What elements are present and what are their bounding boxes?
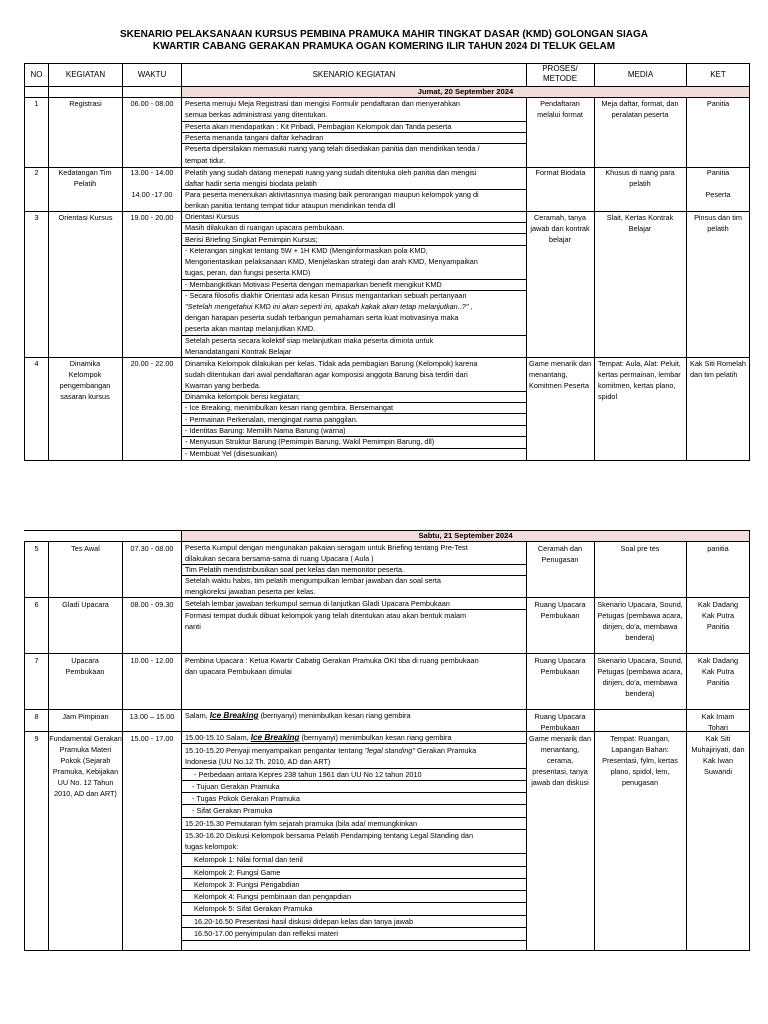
row2-scenario-2b: berikan panitia tentang tempat tidur ataupun mendirikan tenda dll [185,201,396,210]
row3-kegiatan: Orientasi Kursus [58,213,113,222]
row9-kelompok-3: Kelompok 3: Fungsi Pengabdian [194,880,300,889]
row9-scenario-8a: 15.30-16.20 Diskusi Kelompok bersama Pelatih Pendamping tentang Legal Standing dan [185,831,474,840]
row9-scenario-4: - Tujuan Gerakan Pramuka [192,782,280,791]
row9-kelompok-2: Kelompok 2: Fungsi Game [194,868,281,877]
row4-scenario-1a: Dinamika Kelompok dilakukan per kelas. Tidak ada pembagian Barung (Kelompok) karena [185,359,478,368]
header-no: NO [30,70,43,79]
row8-waktu: 13.00 – 15.00 [129,712,175,721]
row2-kegiatan: Kedatangan Tim Pelatih [58,168,112,188]
row4-scenario-1b: sudah ditentukan dari awal pendaftaran agar komposisi anggota Barung bisa terdiri dari [185,370,468,379]
row6-ket: Kak Dadang Kak Putra Panitia [697,600,739,631]
row4-scenario-1c: Kwarran yang berbeda. [185,381,261,390]
row5-scenario-3b: mengkoreksi jawaban peserta per kelas. [185,587,316,596]
row5-scenario-1a: Peserta Kumpul dengan mengunakan pakaian seragam untuk Briefing tentang Pre-Test [185,543,468,552]
row2-scenario-1a: Pelatih yang sudah datang menepati ruang yang sudah ditentuka oleh panitia dan mengisi [185,168,477,177]
day-band-jumat: Jumat, 20 September 2024 [182,87,749,97]
row4-no: 4 [34,359,39,368]
row8-no: 8 [34,712,39,721]
row1-no: 1 [34,99,39,108]
row9-scenario-1 [185,732,452,743]
header-kegiatan: KEGIATAN [65,70,106,79]
row3-ket: Pinsus dan tim pelatih [694,213,742,233]
row3-proses: Ceramah, tanya jawab dan kontrak belajar [530,213,590,244]
row5-ket: panitia [707,544,729,553]
row5-scenario-2: Tim Pelatih mendistribusikan soal per kelas dan memonitor peserta. [185,565,405,574]
row7-media: Skenario Upacara, Sound, Petugas (pembawa acara, dirijen, do'a, membawa bendera) [597,656,683,698]
row8-scenario [185,710,411,721]
row8-kegiatan: Jam Pimpinan [62,712,109,721]
document-title-line1: SKENARIO PELAKSANAAN KURSUS PEMBINA PRAMUKA MAHIR TINGKAT DASAR (KMD) GOLONGAN SIAGA [120,29,648,40]
row5-media: Soal pre tes [620,544,660,553]
row9-no: 9 [34,734,39,743]
row5-proses: Ceramah dan Penugasan [537,544,583,564]
row9-scenario-2a-pre: 15.10-15.20 Penyaji menyampaikan pengantar tentang [185,746,365,755]
row1-media: Meja daftar, format, dan peralatan peserta [601,99,679,119]
row3-scenario-6c: dengan harapan peserta sudah terbangun pemahaman serta kuat motivasinya maka [185,313,459,322]
row9-scenario-7: 15.20-15.30 Pemutaran fylm sejarah pramuka (bila ada/ memungkinkan [185,819,418,828]
row6-scenario-2b: nanti [185,622,201,631]
row4-kegiatan: Dinamika Kelompok pengembangan sasaran kursus [59,359,111,401]
row4-scenario-4: - Permainan Perkenalan, mengingat nama panggilan. [185,415,358,424]
row3-scenario-5: - Membangkitkan Motivasi Peserta dengan memaparkan benefit mengikut KMD [185,280,442,289]
row1-waktu: 06.00 - 08.00 [130,99,174,108]
row6-media: Skenario Upacara, Sound, Petugas (pembawa acara, dirijen, do'a, membawa bendera) [597,600,683,642]
row3-media: Slait, Kertas Kontrak Belajar [606,213,674,233]
row1-ket: Panitia [706,99,730,108]
row8-proses: Ruang Upacara Pembukaan [534,712,586,732]
row1-scenario-3: Peserta menanda tangani daftar kehadiran [185,133,324,142]
row3-no: 3 [34,213,39,222]
row1-scenario-2: Peserta akan mendapatkan : Kit Pribadi, Pembagian Kelompok dan Tanda peserta [185,122,452,131]
row6-no: 6 [34,600,39,609]
row9-scenario-2a-post: Gerakan Pramuka [414,746,477,755]
row8-scenario-post: (bernyanyi) menimbulkan kesan riang gembira [258,711,411,720]
row9-scenario-3: - Perbedaan antara Kepres 238 tahun 1961 dan UU No 12 tahun 2010 [194,770,422,779]
row3-scenario-3: Berisi Briefing Singkat Pemimpin Kursus; [185,235,318,244]
row9-kelompok-1: Kelompok 1: Nilai formal dan teriil [194,855,303,864]
header-ket: KET [710,70,726,79]
row7-waktu: 10.00 - 12.00 [130,656,174,665]
day-band-sabtu: Sabtu, 21 September 2024 [182,531,749,541]
row1-proses: Pendaftaran melalui format [537,99,583,119]
row9-scenario-5: - Tugas Pokok Gerakan Pramuka [192,794,300,803]
row1-scenario-4a: Peserta dipersilakan memasuki ruang yang telah disediakan panitia dan mendirikan tenda / [185,144,480,153]
row9-scenario-9: 16.20-16.50 Presentasi hasil diskusi didepan kelas dan tanya jawab [194,917,414,926]
row3-scenario-4c: tugas, peran, dan fungsi peserta KMD) [185,268,311,277]
row6-proses: Ruang Upacara Pembukaan [534,600,586,620]
row9-proses: Game menarik dan menantang, cerama, presentasi, tanya jawab dan diskusi [528,734,592,787]
header-skenario: SKENARIO KEGIATAN [312,70,396,79]
row8-ice-breaking: Ice Breaking [209,711,259,720]
row1-scenario-1b: semua berkas administrasi yang ditentukan. [185,110,328,119]
row5-scenario-1b: dilakukan secara bersama-sama di ruang Upacara ( Aula ) [185,554,374,563]
row7-scenario-1a: Pembina Upacara : Ketua Kwartir Cabatig Gerakan Pramuka OKI tiba di ruang pembukaan [185,656,479,665]
row9-ice-breaking: Ice Breaking [250,733,300,742]
row8-scenario-pre: Salam, [185,711,210,720]
row4-scenario-5: - Identitas Barung: Memilih Nama Barung (warna) [185,426,346,435]
row6-scenario-1: Setelah lembar jawaban terkumpul semua di lanjutkan Gladi Upacara Pembukaan [185,599,450,608]
row9-kegiatan: Fundamental Gerakan Pramuka Materi Pokok (Sejarah Pramuka, Kebijakan UU No. 12 Tahun 2010, AD dan ART) [49,734,122,798]
row2-no: 2 [34,168,39,177]
row1-scenario-1a: Peserta menuju Meja Registrasi dan mengisi Formulir pendaftaran dan menyerahkan [185,99,460,108]
row6-scenario-2a: Formasi tempat duduk dibuat kelompok yang telah ditentukan atau akan bentuk malam [185,611,467,620]
row4-media: Tempat: Aula, Alat: Peluit, kertas permainan, lembar komitmen, kertas plano, spidol [598,359,681,401]
row8-ket: Kak Imam Tohari [701,712,735,732]
header-media: MEDIA [627,70,654,79]
row1-scenario-4b: tempat tidur. [185,156,226,165]
row9-media: Tempat: Ruangan, Lapangan Bahan: Presentasi, fylm, kertas plano, spidol, lem, penugasan [602,734,678,787]
row9-kelompok-4: Kelompok 4: Fungsi pembinaan dan pengapdian [194,892,351,901]
row2-scenario-1b: daftar hadir serta mengisi biodata pelatih [185,179,317,188]
row9-scenario-6: - Sifat Gerakan Pramuka [192,806,273,815]
row4-scenario-7: - Membuat Yel (disesuaikan) [185,449,278,458]
row3-scenario-6a: - Secara filosofis diakhir Orientasi ada kesan Pinsus mengantarkan sebuah pertanyaan [185,291,467,300]
row2-ket-2: Peserta [705,190,731,199]
row4-scenario-6: - Menyusun Struktur Barung (Pemimpin Barung, Wakil Pemimpin Barung, dll) [185,437,435,446]
row3-scenario-6d: peserta akan mantap melanjutkan KMD. [185,324,316,333]
row7-no: 7 [34,656,39,665]
row7-proses: Ruang Upacara Pembukaan [534,656,586,676]
row9-kelompok-5: Kelompok 5: Sifat Gerakan Pramuka [194,904,313,913]
row6-kegiatan: Gladi Upacara [62,600,109,609]
row9-scenario-1-post: (bernyanyi) menimbulkan kesan riang gembira [299,733,452,742]
row9-scenario-1-pre: 15.00-15.10 Salam, [185,733,251,742]
header-waktu: WAKTU [137,70,167,79]
row3-scenario-4a: - Keterangan singkat tentang 5W + 1H KMD (Menginformasikan pola KMD, [185,246,428,255]
row2-scenario-2a: Para peserta menenukan aktivitasnnya masing baik perorangan maupun kelompok yang di [185,190,479,199]
row3-scenario-7a: Setelah peserta secara kolektif siap melanjutkan maka peserta diminta untuk [185,336,434,345]
row2-proses: Format Biodata [535,168,586,177]
row2-ket-1: Panitia [706,168,730,177]
row5-kegiatan: Tes Awal [71,544,100,553]
row7-kegiatan: Upacara Pembukaan [65,656,105,676]
row2-waktu-1: 13.00 - 14.00 [130,168,174,177]
row3-scenario-7b: Menandatangani Kontrak Belajar [185,347,292,356]
row5-scenario-3a: Setelah waktu habis, tim pelatih mengumpulkan lembar jawaban dan soal serta [185,576,441,585]
header-proses: PROSES/ METODE [542,64,578,83]
row9-legal-standing: "legal standing" [364,746,415,755]
row4-scenario-2: Dinamika kelompok berisi kegiatan; [185,392,300,401]
row3-scenario-2: Masih dilakukan di ruangan upacara pembukaan. [185,223,345,232]
row9-scenario-8b: tugas kelompok: [185,842,239,851]
row7-ket: Kak Dadang Kak Putra Panitia [697,656,739,687]
row3-scenario-4b: Mengorientasikan pelaksanaan KMD, Menjelaskan strategi dan arah KMD, Menyampaikan [185,257,478,266]
row9-scenario-2a [185,745,476,756]
row3-scenario-6b: "Setelah mengetahui KMD ini akan seperti ini, apakah kakak akan tetap melanjutkan..?" , [185,302,473,311]
row7-scenario-1b: dan upacara Pembukaan dimulai [185,667,292,676]
row3-waktu: 19.00 - 20.00 [130,213,174,222]
row9-scenario-2b: Indonesia (UU No.12 Th. 2010, AD dan ART) [185,757,331,766]
row4-proses: Game menarik dan menantang, Komitmen Peserta [529,359,592,390]
row9-scenario-10: 16.50-17.00 penyimpulan dan refleksi materi [194,929,338,938]
row1-kegiatan: Registrasi [69,99,102,108]
row5-no: 5 [34,544,39,553]
row4-waktu: 20.00 - 22.00 [130,359,174,368]
document-title-line2: KWARTIR CABANG GERAKAN PRAMUKA OGAN KOMERING ILIR TAHUN 2024 DI TELUK GELAM [152,41,616,52]
row2-media: Khusus di ruang para pelatih [605,168,675,188]
row9-waktu: 15.00 - 17.00 [130,734,174,743]
row6-waktu: 08.00 - 09.30 [130,600,174,609]
row4-ket: Kak Siti Romelah dan tim pelatih [690,359,746,379]
row9-ket: Kak Siti Muhajiriyati, dan Kak Iwan Suwandi [691,734,745,776]
row2-waktu-2: 14.00 -17.00 [131,190,173,199]
row4-scenario-3: - Ice Breaking, menimbulkan kesan riang gembira. Bersemangat [185,403,394,412]
row5-waktu: 07.30 - 08.00 [130,544,174,553]
row3-scenario-1: Orientasi Kursus [185,212,239,221]
